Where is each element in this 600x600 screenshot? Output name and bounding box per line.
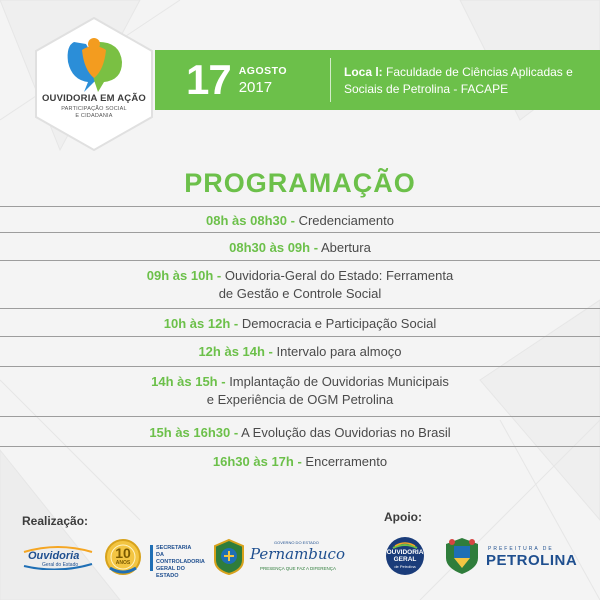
controladoria-logo (150, 545, 208, 579)
schedule-time: 15h às 16h30 - (149, 425, 239, 440)
schedule-activity: Credenciamento (298, 213, 394, 228)
schedule-time: 08h30 às 09h - (229, 240, 319, 255)
ouvidoria-municipal-logo (385, 536, 425, 576)
pernambuco-name: Pernambuco (250, 545, 345, 563)
controladoria-line-2: DA CONTROLADORIA (156, 552, 205, 565)
schedule-activity: Ouvidoria-Geral do Estado: Ferramenta (224, 268, 454, 283)
event-date (186, 56, 288, 103)
schedule-row (0, 232, 600, 260)
controladoria-line-1: SECRETARIA (156, 545, 192, 551)
schedule-activity-cont: de Gestão e Controle Social (218, 286, 382, 301)
petrolina-name: PETROLINA (486, 552, 578, 569)
schedule-time: 12h às 14h - (198, 344, 273, 359)
controladoria-bar (150, 545, 153, 571)
pernambuco-wordmark (250, 540, 350, 576)
schedule (0, 206, 600, 474)
pernambuco-top: GOVERNO DO ESTADO (274, 540, 319, 545)
schedule-activity: A Evolução das Ouvidorias no Brasil (241, 425, 451, 440)
ouvidoria-em-acao-logo (24, 14, 164, 154)
seal-number: 10 (115, 545, 131, 561)
petrolina-crest (440, 536, 484, 576)
schedule-row (0, 308, 600, 336)
event-year: 2017 (238, 78, 273, 96)
event-location (344, 64, 594, 98)
pernambuco-tagline: PRESENÇA QUE FAZ A DIFERENÇA (260, 566, 337, 571)
schedule-activity: Intervalo para almoço (276, 344, 402, 359)
schedule-time: 16h30 às 17h - (212, 454, 302, 469)
schedule-time: 14h às 15h - (151, 374, 226, 389)
schedule-activity: Encerramento (305, 454, 388, 469)
pernambuco-coat-of-arms (212, 538, 246, 576)
schedule-activity: Implantação de Ouvidorias Municipais (229, 374, 449, 389)
ouvidoria-mun-sub: de Petrolina (394, 564, 416, 569)
ouvidoria-geral-sub: Geral do Estado (42, 562, 79, 568)
apoio-label: Apoio: (384, 510, 422, 524)
program-title: PROGRAMAÇÃO (184, 168, 416, 198)
ouvidoria-geral-estado-logo (22, 544, 94, 570)
schedule-row (0, 206, 600, 232)
seal-word: ANOS (115, 560, 131, 566)
controladoria-line-3: GERAL DO ESTADO (156, 566, 185, 579)
schedule-time: 09h às 10h - (146, 268, 222, 283)
petrolina-top: PREFEITURA DE (488, 546, 554, 552)
petrolina-wordmark (486, 546, 582, 570)
ouvidoria-geral-name: Ouvidoria (28, 550, 80, 562)
schedule-time: 10h às 12h - (163, 316, 239, 331)
location-text: Faculdade de Ciências Aplicadas e Sociais de Petrolina - FACAPE (344, 65, 573, 96)
schedule-activity: Democracia e Participação Social (241, 316, 437, 331)
event-day: 17 (186, 56, 231, 103)
realizacao-label: Realização: (22, 514, 89, 528)
logo-subtitle: PARTICIPAÇÃO SOCIAL E CIDADANIA (61, 106, 127, 119)
location-label: Loca l: (344, 65, 383, 79)
ouvidoria-mun-line-1: OUVIDORIA (386, 549, 424, 556)
schedule-row (0, 446, 600, 474)
schedule-activity: Abertura (320, 240, 371, 255)
event-month: AGOSTO (238, 64, 288, 77)
ten-years-seal (104, 538, 142, 576)
schedule-activity-cont: e Experiência de OGM Petrolina (206, 392, 394, 407)
logo-title: OUVIDORIA EM AÇÃO (41, 93, 147, 104)
schedule-row (0, 416, 600, 446)
ouvidoria-mun-line-2: GERAL (393, 556, 417, 563)
schedule-time: 08h às 08h30 - (206, 213, 295, 228)
schedule-row (0, 260, 600, 308)
schedule-row (0, 366, 600, 416)
schedule-row (0, 336, 600, 366)
banner-divider (330, 58, 331, 102)
